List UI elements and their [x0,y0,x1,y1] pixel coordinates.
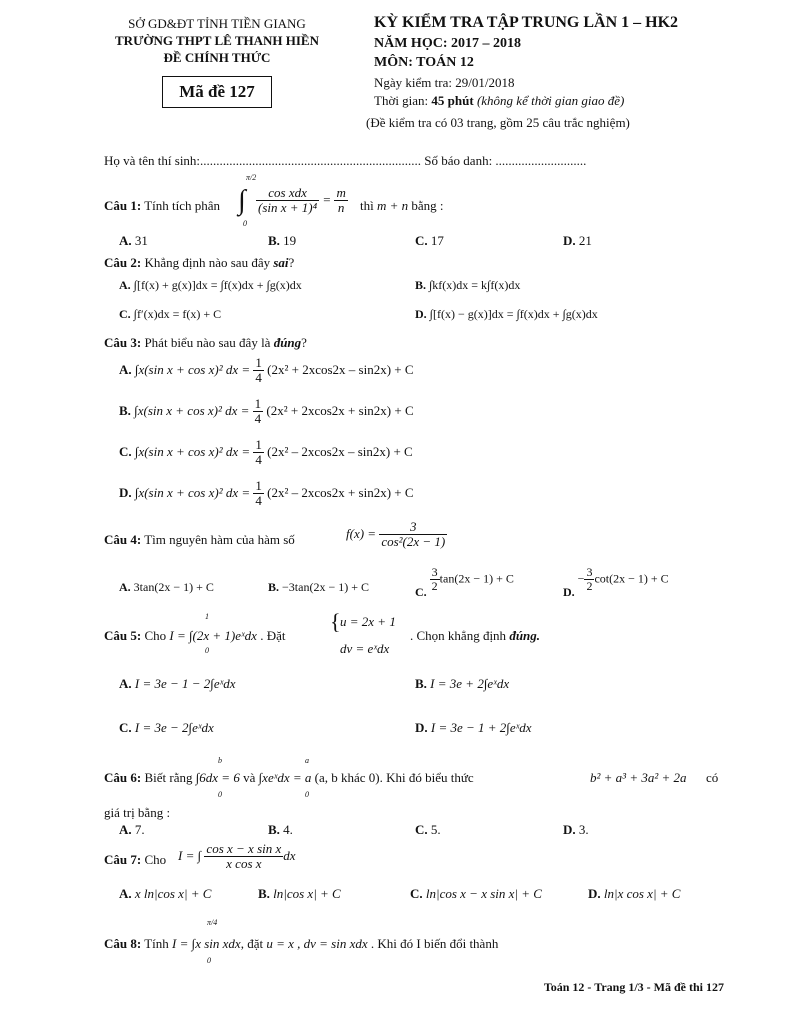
q7-option-d[interactable] [588,886,680,902]
question-3 [104,335,307,351]
q6-tail: có [706,770,719,785]
q3-coef-num: 1 [254,396,262,411]
option-text: 19 [283,233,297,248]
q5-upper-limit: 1 [205,612,209,621]
time-value: 45 phút [431,93,474,108]
option-label: B. [268,580,280,594]
q2-option-c[interactable] [119,307,221,322]
q5-option-c[interactable] [119,720,214,736]
q4d-prefix: − [577,571,585,586]
question-4-label: Câu 4: [104,532,142,547]
q5-lower-limit: 0 [205,646,209,655]
exam-date: Ngày kiểm tra: 29/01/2018 [374,75,515,90]
question-4 [104,532,295,548]
q6-int2-lower: 0 [305,790,309,799]
option-text: I = 3e + 2∫eˣdx [430,676,510,691]
q1-option-b[interactable] [268,233,296,249]
option-label: A. [119,676,132,691]
q8-upper-limit: π/4 [207,918,218,927]
option-label: D. [415,307,427,321]
q1-tail-pre: thì [360,198,374,213]
page-footer: Toán 12 - Trang 1/3 - Mã đề thi 127 [543,980,724,994]
option-text: 7. [134,822,145,837]
exam-code: Mã đề 127 [179,82,255,101]
question-5 [104,628,285,644]
q6-line2: giá trị bằng : [104,805,171,820]
q5-text-post: . Chọn khẳng định [410,628,507,643]
q3-coef-num: 1 [255,437,262,452]
q3-option-b[interactable] [119,397,414,427]
q3-coef-den: 4 [255,452,262,468]
option-label: C. [410,886,423,901]
dept-name: SỞ GD&ĐT TỈNH TIỀN GIANG [128,16,306,31]
q5-sub-u: u = 2x + 1 [340,614,396,629]
option-text: ln|cos x − x sin x| + C [425,886,542,901]
option-label: C. [119,307,131,321]
q6-int1-upper: b [218,756,222,765]
question-8-label: Câu 8: [104,936,142,951]
school-year: NĂM HỌC: 2017 – 2018 [374,36,521,51]
q4-function [346,520,447,550]
option-text: −3tan(2x − 1) + C [282,580,369,594]
q3-option-d[interactable] [119,479,414,509]
q6-int2: ∫xeˣdx = a [258,770,312,785]
question-2-label: Câu 2: [104,255,142,270]
integral-sign-icon: ∫ [238,185,246,216]
question-6-label: Câu 6: [104,770,142,785]
q4d-den: 2 [586,579,593,594]
option-label: C. [119,720,132,735]
option-label: A. [119,822,132,837]
q8-sub: u = x , dv = sin xdx [266,936,368,951]
question-3-label: Câu 3: [104,335,142,350]
q6-int2-upper: a [305,756,309,765]
q3-coef-den: 4 [255,493,262,509]
exam-code-box [162,76,272,108]
option-label: D. [563,822,576,837]
q4d-num: 3 [586,565,593,579]
q6-expr: b² + a³ + 3a² + 2a [590,770,687,785]
option-text: 3tan(2x − 1) + C [133,580,214,594]
option-text: ∫[f(x) + g(x)]dx = ∫f(x)dx + ∫g(x)dx [133,278,302,292]
question-5-pre: Cho [144,628,167,643]
q1-lower-limit: 0 [243,219,247,228]
q4c-den: 2 [431,579,438,594]
question-1 [104,198,220,214]
question-3-end: ? [301,335,307,350]
q3-coef-den: 4 [254,411,262,427]
question-6-text: Biết rằng [144,770,193,785]
question-6 [104,770,474,786]
q4-num: 3 [379,520,447,535]
q6-option-c[interactable] [415,822,441,838]
option-label: C. [415,822,428,837]
q3-coef-num: 1 [255,478,262,493]
question-2-text: Khẳng định nào sau đây [144,255,271,270]
q1-fraction [256,186,348,216]
q7-lhs: I = ∫ [178,847,202,863]
q7-integral [178,842,296,872]
option-label: A. [119,580,131,594]
option-text: cot(2x − 1) + C [594,571,669,586]
q5-option-b[interactable] [415,676,509,692]
time-prefix: Thời gian: [374,93,432,108]
q6-cond: (a, b khác 0). Khi đó biểu thức [314,770,474,785]
option-label: D. [588,886,601,901]
q8-mid: , đặt [240,936,264,951]
q4-func: f(x) = [346,525,377,541]
q4-option-a[interactable] [119,580,214,595]
option-label: B. [119,402,131,418]
option-text: x ln|cos x| + C [134,886,212,901]
question-2-end: ? [288,255,295,270]
option-label: B. [415,278,427,292]
question-7 [104,852,166,868]
q6-int1: ∫6dx = 6 [195,770,240,785]
question-2-emph: sai [273,255,289,270]
option-text: ln|cos x| + C [273,886,341,901]
option-label: B. [258,886,270,901]
q3-lhs: ∫x(sin x + cos x)² dx = [134,361,251,377]
option-label: A. [119,886,132,901]
q7-dx: dx [283,847,296,863]
question-8 [104,936,498,952]
option-text: (2x² + 2xcos2x + sin2x) + C [266,402,414,418]
option-text: 21 [578,233,592,248]
option-label: C. [415,585,427,600]
q7-option-c[interactable] [410,886,542,902]
q6-and: và [243,770,256,785]
q1-option-a[interactable] [119,233,148,249]
option-text: 31 [134,233,148,248]
option-label: D. [119,484,132,500]
question-3-text: Phát biểu nào sau đây là [144,335,271,350]
option-text: ∫[f(x) − g(x)]dx = ∫f(x)dx + ∫g(x)dx [429,307,598,321]
q8-tail: . Khi đó I biến đổi thành [370,936,499,951]
subject: MÔN: TOÁN 12 [374,55,474,70]
option-label: D. [563,585,575,600]
option-label: C. [119,443,132,459]
q1-rhs-num: m [336,185,346,200]
q1-frac-num: cos xdx [256,186,319,201]
option-text: tan(2x − 1) + C [439,571,514,586]
q5-integral: I = ∫(2x + 1)eˣdx [169,628,257,643]
exam-title: KỲ KIỂM TRA TẬP TRUNG LẦN 1 – HK2 [374,14,679,31]
question-4-text: Tìm nguyên hàm của hàm số [144,532,295,547]
exam-time [374,93,624,109]
option-text: 4. [283,822,293,837]
q1-tail [360,198,444,214]
q1-tail-post: bằng : [411,198,444,213]
option-label: B. [268,233,280,248]
q3-lhs: ∫x(sin x + cos x)² dx = [134,402,250,418]
time-note: (không kể thời gian giao đề) [473,93,625,108]
q1-option-c[interactable] [415,233,444,249]
q5-emph: đúng. [509,628,541,643]
q4c-num: 3 [431,565,438,579]
option-label: A. [119,278,131,292]
question-7-label: Câu 7: [104,852,142,867]
option-label: D. [563,233,576,248]
q5-sub-dv: dv = eˣdx [340,641,390,656]
question-2 [104,255,294,271]
q1-upper-limit: π/2 [246,173,257,182]
question-5-label: Câu 5: [104,628,142,643]
q5-option-a[interactable] [119,676,236,692]
option-label: B. [268,822,280,837]
option-text: I = 3e − 1 + 2∫eˣdx [430,720,532,735]
option-text: (2x² + 2xcos2x – sin2x) + C [267,361,414,377]
option-text: ∫kf(x)dx = k∫f(x)dx [429,278,521,292]
option-text: 17 [430,233,444,248]
brace-icon: { [330,609,341,634]
question-3-emph: đúng [273,335,302,350]
q1-frac-den: (sin x + 1)⁴ [258,200,318,216]
q1-tail-expr: m + n [376,198,409,213]
q5-option-d[interactable] [415,720,532,736]
q7-num: cos x − x sin x [206,841,282,856]
question-1-label: Câu 1: [104,198,142,213]
q4-den: cos²(2x − 1) [381,534,446,550]
q2-option-d[interactable] [415,307,598,322]
q5-set: . Đặt [260,628,286,643]
q5-tail [410,628,540,644]
question-1-text: Tính tích phân [144,198,221,213]
q1-eq: = [322,191,332,207]
q6-option-a[interactable] [119,822,145,838]
option-text: ln|x cos x| + C [603,886,681,901]
q7-den: x cos x [226,856,262,872]
q6-option-b[interactable] [268,822,293,838]
q1-rhs-den: n [337,200,345,216]
option-text: (2x² – 2xcos2x + sin2x) + C [267,484,414,500]
option-label: C. [415,233,428,248]
q8-lower-limit: 0 [207,956,211,965]
official-label: ĐỀ CHÍNH THỨC [163,50,271,65]
option-text: 5. [430,822,441,837]
q7-option-a[interactable] [119,886,211,902]
q4-option-c[interactable] [415,565,514,600]
q2-option-a[interactable] [119,278,302,293]
question-7-text: Cho [144,852,167,867]
q7-option-b[interactable] [258,886,341,902]
option-text: I = 3e − 1 − 2∫eˣdx [134,676,236,691]
q3-lhs: ∫x(sin x + cos x)² dx = [134,484,251,500]
option-text: 3. [578,822,589,837]
option-label: D. [415,720,428,735]
school-name: TRƯỜNG THPT LÊ THANH HIỀN [115,33,319,48]
option-text: (2x² – 2xcos2x – sin2x) + C [267,443,413,459]
q3-coef-den: 4 [255,370,262,386]
q4-option-b[interactable] [268,580,369,595]
q3-option-a[interactable] [119,356,414,386]
question-8-text: Tính [144,936,169,951]
q3-coef-num: 1 [255,355,262,370]
q6-int1-lower: 0 [218,790,222,799]
pages-note: (Đề kiểm tra có 03 trang, gồm 25 câu trắc nghiệm) [366,115,630,130]
option-label: A. [119,361,132,377]
q3-lhs: ∫x(sin x + cos x)² dx = [134,443,251,459]
option-label: B. [415,676,427,691]
q4-option-d[interactable] [563,565,669,600]
q2-option-b[interactable] [415,278,520,293]
q1-option-d[interactable] [563,233,592,249]
q6-option-d[interactable] [563,822,589,838]
option-text: ∫f′(x)dx = f(x) + C [133,307,222,321]
option-label: A. [119,233,132,248]
student-info-line: Họ và tên thí sinh:.................................................................... Số báo danh: ............................ [104,153,587,168]
option-text: I = 3e − 2∫eˣdx [134,720,214,735]
q3-option-c[interactable] [119,438,413,468]
q8-integral: I = ∫x sin xdx [172,936,241,951]
q1-integral [236,173,257,229]
